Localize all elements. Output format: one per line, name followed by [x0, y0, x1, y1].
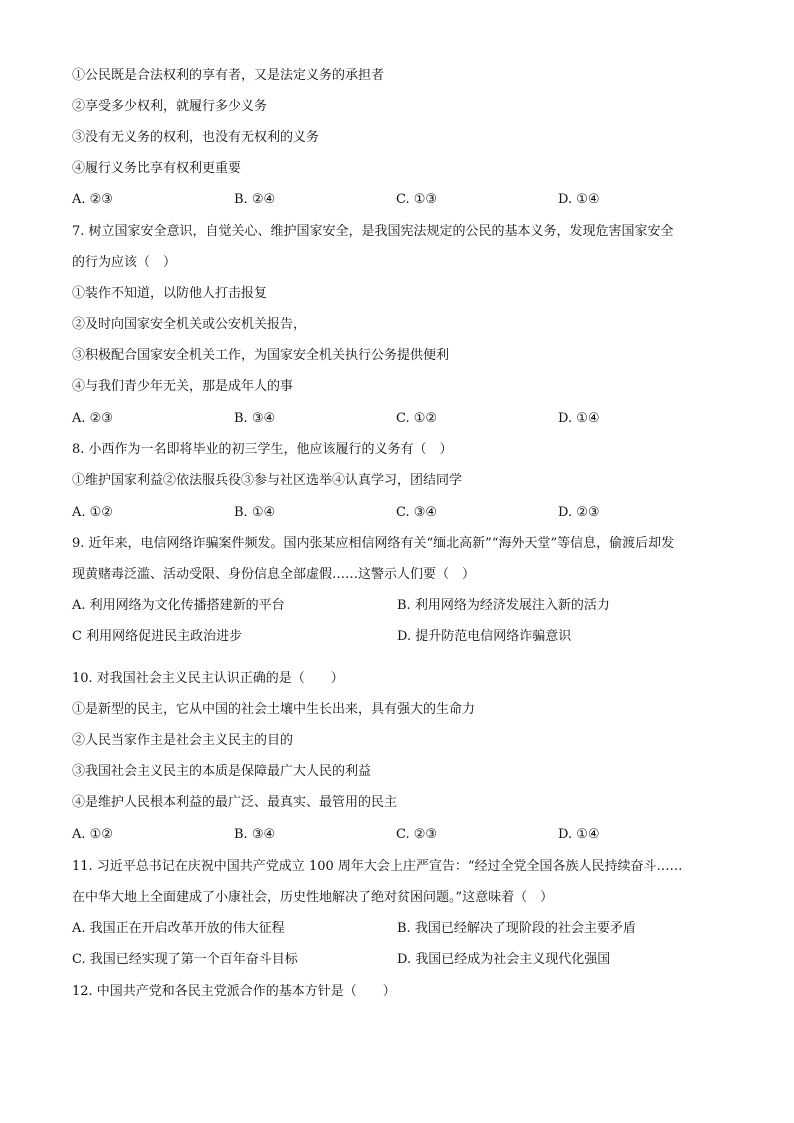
q10-statement-1: ①是新型的民主，它从中国的社会土壤中生长出来，具有强大的生命力 — [72, 702, 476, 717]
q9-option-c: C 利用网络促进民主政治进步 — [72, 629, 243, 644]
q7-option-d: D. ①④ — [558, 411, 600, 426]
q8-statements: ①维护国家利益②依法服兵役③参与社区选举④认真学习，团结同学 — [72, 473, 463, 488]
q9-option-d: D. 提升防范电信网络诈骗意识 — [397, 629, 572, 644]
q7-option-c: C. ①② — [396, 411, 438, 426]
q11-stem-line-1: 11. 习近平总书记在庆祝中国共产党成立 100 周年大会上庄严宣告：“经过全党全国各族人民持续奋斗…… — [72, 859, 683, 874]
q11-option-b: B. 我国已经解决了现阶段的社会主要矛盾 — [397, 921, 636, 936]
q10-statement-2: ②人民当家作主是社会主义民主的目的 — [72, 733, 294, 748]
q7-statement-1: ①装作不知道，以防他人打击报复 — [72, 286, 268, 301]
q9-stem-line-2: 现黄赌毒泛滥、活动受限、身份信息全部虚假……这警示人们要（ ） — [72, 567, 476, 582]
q8-option-b: B. ①④ — [234, 505, 276, 520]
q7-stem-line-1: 7. 树立国家安全意识，自觉关心、维护国家安全，是我国宪法规定的公民的基本义务，发现危害国家安全 — [72, 224, 674, 239]
q6-option-d: D. ①④ — [558, 192, 600, 207]
q11-option-c: C. 我国已经实现了第一个百年奋斗目标 — [72, 952, 298, 967]
q12-stem: 12. 中国共产党和各民主党派合作的基本方针是（ ） — [72, 984, 396, 999]
q10-stem: 10. 对我国社会主义民主认识正确的是（ ） — [72, 671, 344, 686]
q6-statement-1: ①公民既是合法权利的享有者，又是法定义务的承担者 — [72, 68, 385, 83]
q10-option-c: C. ②③ — [396, 827, 438, 842]
q7-statement-3: ③积极配合国家安全机关工作，为国家安全机关执行公务提供便利 — [72, 348, 450, 363]
q10-option-a: A. ①② — [72, 827, 113, 842]
q9-option-a: A. 利用网络为文化传播搭建新的平台 — [72, 598, 285, 613]
q6-statement-2: ②享受多少权利，就履行多少义务 — [72, 99, 268, 114]
q10-option-d: D. ①④ — [558, 827, 600, 842]
q6-statement-4: ④履行义务比享有权利更重要 — [72, 161, 242, 176]
q10-statement-4: ④是维护人民根本利益的最广泛、最真实、最管用的民主 — [72, 795, 398, 810]
q9-option-b: B. 利用网络为经济发展注入新的活力 — [397, 598, 610, 613]
q7-stem-line-2: 的行为应该（ ） — [72, 255, 177, 270]
q8-option-a: A. ①② — [72, 505, 113, 520]
q8-stem: 8. 小西作为一名即将毕业的初三学生，他应该履行的义务有（ ） — [72, 442, 453, 457]
q7-option-b: B. ③④ — [234, 411, 276, 426]
q6-statement-3: ③没有无义务的权利，也没有无权利的义务 — [72, 130, 320, 145]
q11-option-d: D. 我国已经成为社会主义现代化强国 — [397, 952, 611, 967]
q11-option-a: A. 我国正在开启改革开放的伟大征程 — [72, 921, 285, 936]
q7-statement-4: ④与我们青少年无关，那是成年人的事 — [72, 379, 294, 394]
q6-option-b: B. ②④ — [234, 192, 276, 207]
q6-option-c: C. ①③ — [396, 192, 438, 207]
q7-statement-2: ②及时向国家安全机关或公安机关报告， — [72, 317, 307, 332]
q9-stem-line-1: 9. 近年来，电信网络诈骗案件频发。国内张某应相信网络有关“缅北高新”“海外天堂”等信息，偷渡后却发 — [72, 536, 675, 551]
q8-option-d: D. ②③ — [558, 505, 600, 520]
q7-option-a: A. ②③ — [72, 411, 113, 426]
q10-statement-3: ③我国社会主义民主的本质是保障最广大人民的利益 — [72, 764, 372, 779]
q8-option-c: C. ③④ — [396, 505, 438, 520]
q6-option-a: A. ②③ — [72, 192, 113, 207]
q11-stem-line-2: 在中华大地上全面建成了小康社会，历史性地解决了绝对贫困问题。”这意味着（ ） — [72, 890, 554, 905]
q10-option-b: B. ③④ — [234, 827, 276, 842]
